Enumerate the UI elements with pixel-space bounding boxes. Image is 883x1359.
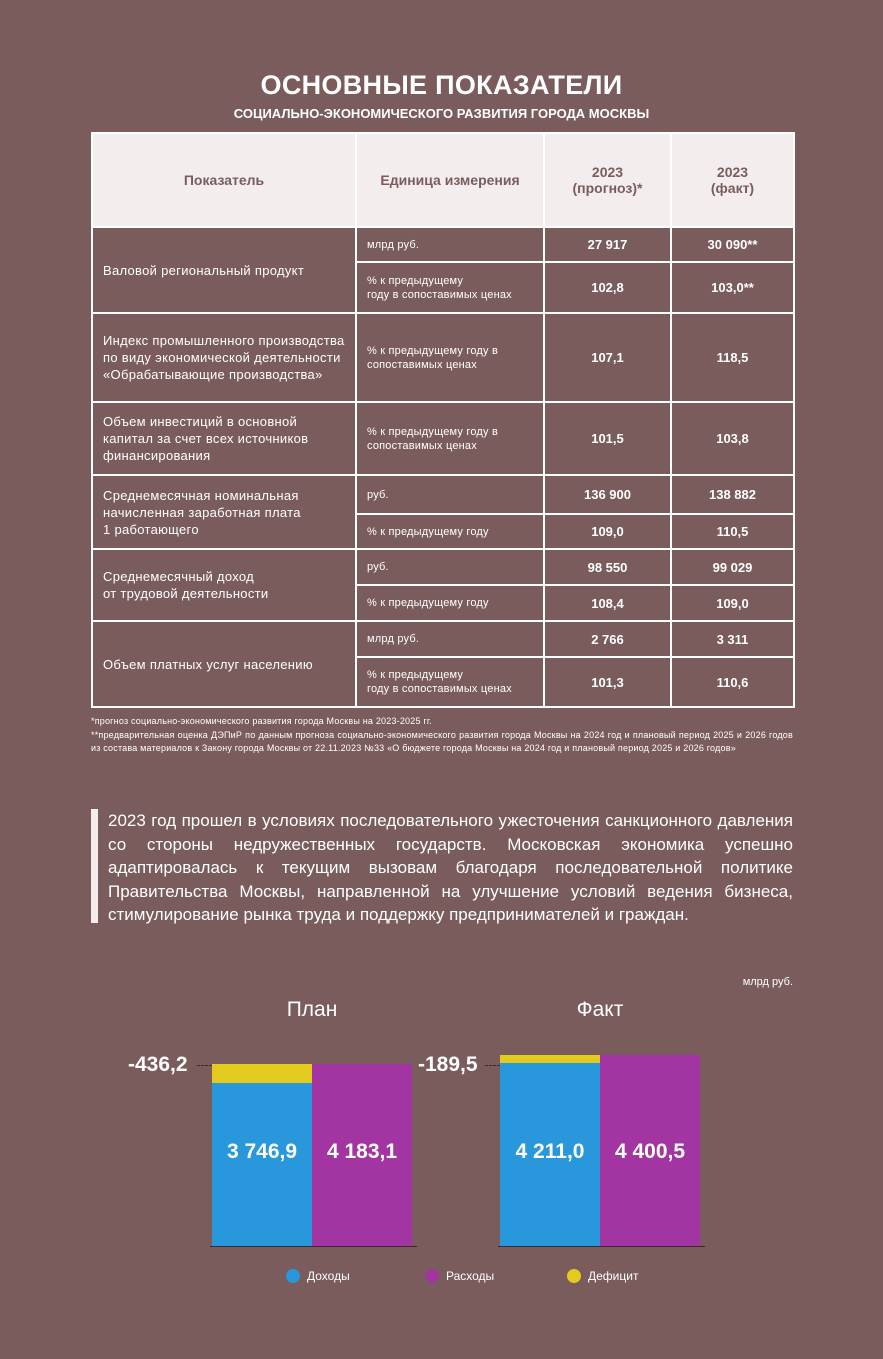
unit-cell: % к предыдущему году в сопоставимых ценах <box>356 262 544 313</box>
unit-cell: руб. <box>356 549 544 585</box>
header-fact-year: 2023 <box>716 164 749 180</box>
header-forecast-year: 2023 <box>591 164 624 180</box>
header-fact-label: (факт) <box>710 180 755 196</box>
legend-expenses-swatch <box>425 1269 439 1283</box>
header-forecast <box>544 133 671 227</box>
quote-text: 2023 год прошел в условиях последовательного ужесточения санкционного давления со стороны недружественных государств. Московская экономика успешно адаптировалась к текущим вызовам благодаря последовательной политике Правительства Москвы, направленной на улучшение условий ведения бизнеса, стимулирование рынка труда и поддержку предпринимателей и граждан. <box>108 811 793 924</box>
forecast-cell: 101,3 <box>544 657 671 707</box>
forecast-cell: 108,4 <box>544 585 671 621</box>
deficit-label-fact: -189,5 <box>418 1053 478 1076</box>
indicator-cell: Объем платных услуг населению <box>92 621 356 707</box>
legend-income-swatch <box>286 1269 300 1283</box>
legend-expenses <box>425 1269 494 1283</box>
legend-expenses-label: Расходы <box>446 1269 495 1283</box>
deficit-leader-plan <box>197 1065 212 1066</box>
forecast-cell: 101,5 <box>544 402 671 475</box>
table-row <box>92 227 794 262</box>
bar-label-income-fact: 4 211,0 <box>515 1140 585 1163</box>
table-row <box>92 549 794 585</box>
unit-cell: % к предыдущему году в сопоставимых ценах <box>356 313 544 402</box>
fact-cell: 110,5 <box>671 514 794 549</box>
chart-unit-label: млрд руб. <box>742 976 793 988</box>
indicators-table <box>91 132 795 708</box>
footnote-estimate: **предварительная оценка ДЭПиР по данным прогноза социально-экономического развития города Москвы на 2024 год и плановый период 2025 и 2026 годов из состава материалов к Закону города Москвы от 22.11.2023 №33 «О бюджете города Москвы на 2024 год и плановый период 2025 и 2026 годов» <box>91 729 793 753</box>
unit-cell: % к предыдущему году в сопоставимых ценах <box>356 657 544 707</box>
fact-cell: 110,6 <box>671 657 794 707</box>
chart-title-plan: План <box>286 998 338 1021</box>
bar-deficit-fact <box>500 1055 600 1063</box>
unit-cell: млрд руб. <box>356 621 544 657</box>
legend-deficit <box>567 1269 638 1283</box>
unit-cell: млрд руб. <box>356 227 544 262</box>
table-row <box>92 475 794 514</box>
unit-cell: руб. <box>356 475 544 514</box>
bar-income-plan <box>212 1083 312 1246</box>
bar-label-expenses-plan: 4 183,1 <box>326 1140 398 1163</box>
footnotes <box>91 715 793 756</box>
unit-cell: % к предыдущему году <box>356 514 544 549</box>
indicator-cell: Индекс промышленного производства по виду экономической деятельности «Обрабатывающие производства» <box>92 313 356 402</box>
header-fact <box>671 133 794 227</box>
forecast-cell: 27 917 <box>544 227 671 262</box>
baseline-fact <box>498 1246 705 1247</box>
fact-cell: 3 311 <box>671 621 794 657</box>
forecast-cell: 102,8 <box>544 262 671 313</box>
baseline-plan <box>210 1246 417 1247</box>
table-row <box>92 313 794 402</box>
unit-cell: % к предыдущему году в сопоставимых ценах <box>356 402 544 475</box>
header-unit: Единица измерения <box>356 133 544 227</box>
fact-cell: 118,5 <box>671 313 794 402</box>
fact-cell: 30 090** <box>671 227 794 262</box>
header-forecast-label: (прогноз)* <box>572 180 643 196</box>
chart-title-fact: Факт <box>576 998 624 1021</box>
legend-income <box>286 1269 350 1283</box>
fact-cell: 103,0** <box>671 262 794 313</box>
forecast-cell: 109,0 <box>544 514 671 549</box>
fact-cell: 103,8 <box>671 402 794 475</box>
fact-cell: 109,0 <box>671 585 794 621</box>
page-title: ОСНОВНЫЕ ПОКАЗАТЕЛИ <box>260 70 623 100</box>
forecast-cell: 98 550 <box>544 549 671 585</box>
deficit-label-plan: -436,2 <box>128 1053 188 1076</box>
forecast-cell: 136 900 <box>544 475 671 514</box>
bar-deficit-plan <box>212 1064 312 1083</box>
header-indicator: Показатель <box>92 133 356 227</box>
table-header-row <box>92 133 794 227</box>
fact-cell: 138 882 <box>671 475 794 514</box>
legend-deficit-swatch <box>567 1269 581 1283</box>
indicator-cell: Среднемесячный доход от трудовой деятельности <box>92 549 356 621</box>
fact-cell: 99 029 <box>671 549 794 585</box>
footnote-forecast: *прогноз социально-экономического развития города Москвы на 2023-2025 гг. <box>91 716 432 726</box>
quote-accent-bar <box>91 809 98 923</box>
table-row <box>92 402 794 475</box>
bar-label-expenses-fact: 4 400,5 <box>614 1140 686 1163</box>
unit-cell: % к предыдущему году <box>356 585 544 621</box>
indicator-cell: Объем инвестиций в основной капитал за счет всех источников финансирования <box>92 402 356 475</box>
indicator-cell: Среднемесячная номинальная начисленная заработная плата 1 работающего <box>92 475 356 549</box>
forecast-cell: 107,1 <box>544 313 671 402</box>
forecast-cell: 2 766 <box>544 621 671 657</box>
legend-deficit-label: Дефицит <box>588 1269 639 1283</box>
legend-income-label: Доходы <box>307 1269 350 1283</box>
indicator-cell: Валовой региональный продукт <box>92 227 356 313</box>
bar-label-income-plan: 3 746,9 <box>226 1140 298 1163</box>
table-row <box>92 621 794 657</box>
deficit-leader-fact <box>485 1065 500 1066</box>
page-subtitle: СОЦИАЛЬНО-ЭКОНОМИЧЕСКОГО РАЗВИТИЯ ГОРОДА МОСКВЫ <box>233 106 650 121</box>
